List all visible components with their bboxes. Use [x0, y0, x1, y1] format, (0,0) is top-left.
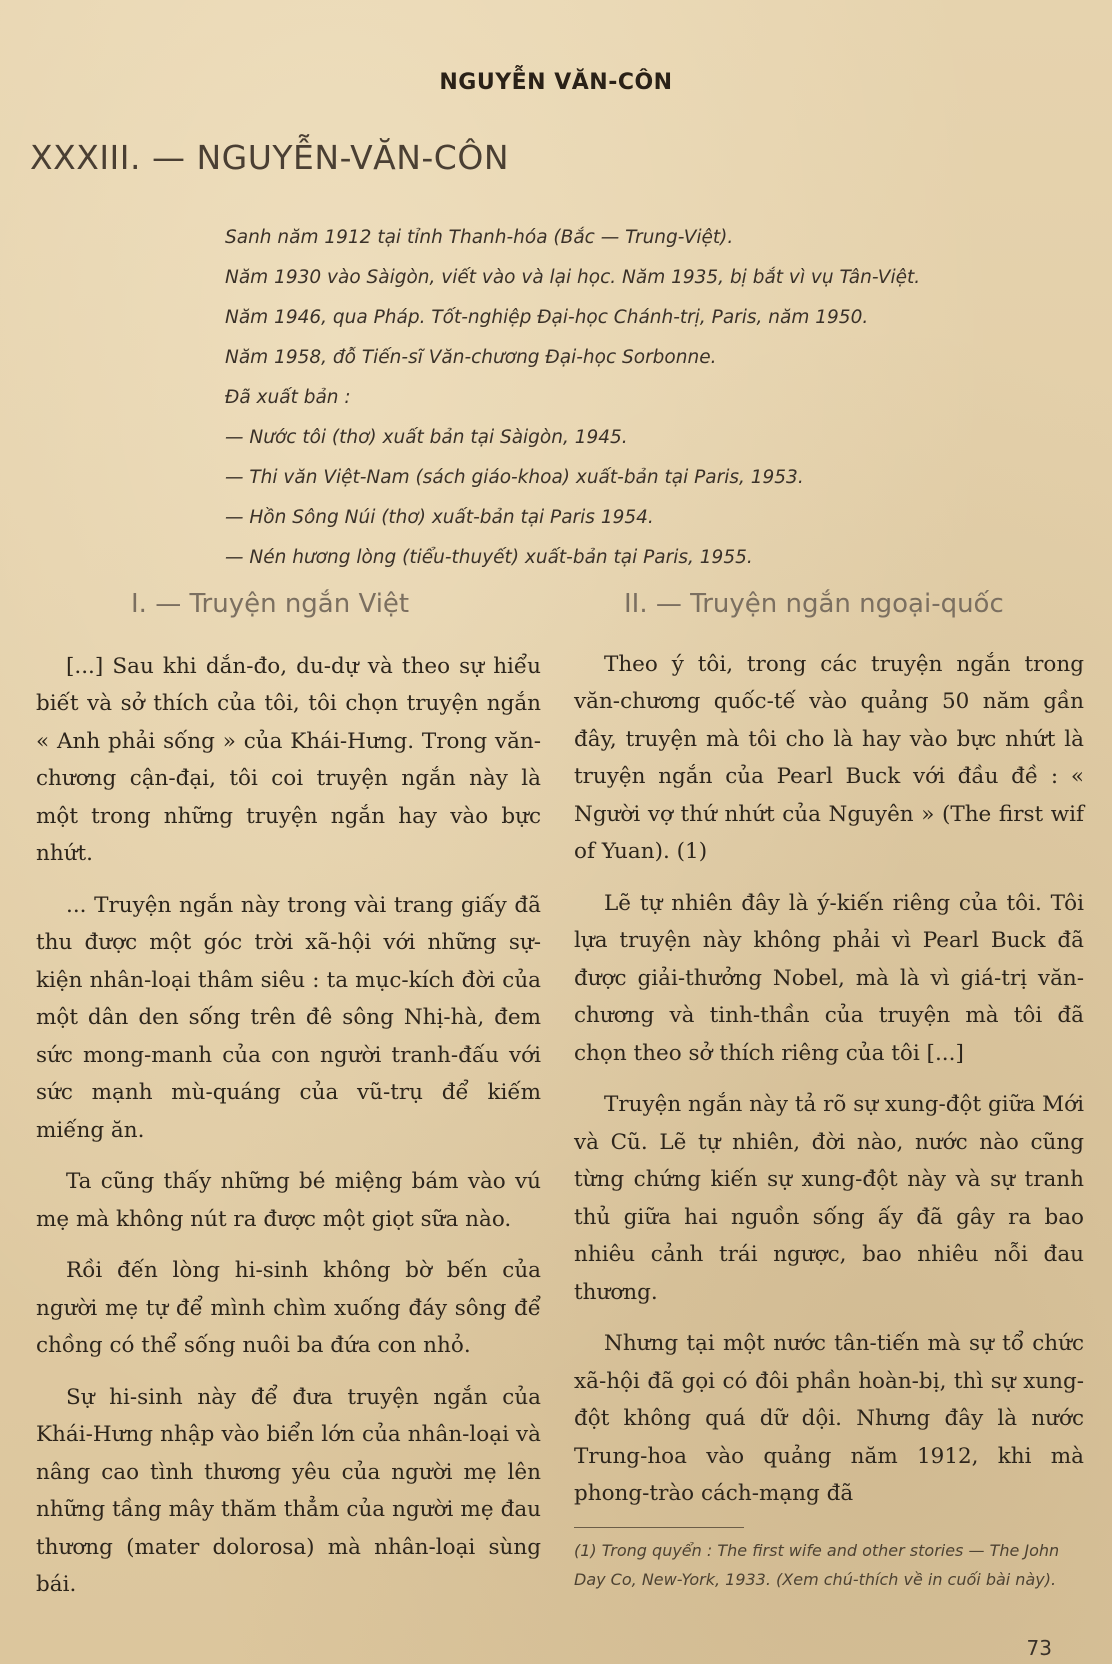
publication-item: — Hồn Sông Núi (thơ) xuất-bản tại Paris 1954. [225, 507, 654, 528]
paragraph: [...] Sau khi dắn-đo, du-dự và theo sự hiểu biết và sở thích của tôi, tôi chọn truyện ngắn « Anh phải sống » của Khái-Hưng. Trong văn-chương cận-đại, tôi coi truyện ngắn này là một trong những truyện ngắn hay vào bực nhứt. [36, 653, 541, 866]
page-number: 73 [1026, 1636, 1052, 1660]
publication-item: — Nước tôi (thơ) xuất bản tại Sàigòn, 1945. [225, 427, 628, 448]
paragraph: Sự hi-sinh này để đưa truyện ngắn của Khái-Hưng nhập vào biển lớn của nhân-loại và nâng cao tình thương yêu của người mẹ lên những tầng mây thăm thẳm của người mẹ đau thương (mater dolorosa) mà nhân-loại sùng bái. [36, 1384, 541, 1597]
footnote-divider [574, 1527, 744, 1528]
bio-line: Sanh năm 1912 tại tỉnh Thanh-hóa (Bắc — Trung-Việt). [225, 227, 734, 248]
section-heading: II. — Truyện ngắn ngoại-quốc [624, 589, 1004, 619]
author-bio [225, 218, 1085, 578]
publication-item: — Thi văn Việt-Nam (sách giáo-khoa) xuất-bản tại Paris, 1953. [225, 467, 804, 488]
running-head: NGUYỄN VĂN-CÔN [439, 70, 673, 95]
paragraph: Lẽ tự nhiên đây là ý-kiến riêng của tôi. Tôi lựa truyện này không phải vì Pearl Buck đã được giải-thưởng Nobel, mà là vì giá-trị văn-chương và tinh-thần của truyện mà tôi đã chọn theo sở thích riêng của tôi [...] [574, 890, 1084, 1066]
chapter-title: XXXIII. — NGUYỄN-VĂN-CÔN [30, 138, 510, 177]
right-column [574, 586, 1084, 1594]
section-heading: I. — Truyện ngắn Việt [131, 589, 410, 619]
paragraph: Theo ý tôi, trong các truyện ngắn trong văn-chương quốc-tế vào quảng 50 năm gần đây, truyện mà tôi cho là hay vào bực nhứt là truyện ngắn của Pearl Buck với đầu đề : « Người vợ thứ nhứt của Nguyên » (The first wif of Yuan). (1) [574, 651, 1084, 864]
publication-item: — Nén hương lòng (tiểu-thuyết) xuất-bản tại Paris, 1955. [225, 547, 753, 568]
paragraph: Ta cũng thấy những bé miệng bám vào vú mẹ mà không nút ra được một giọt sữa nào. [36, 1169, 541, 1232]
paragraph: ... Truyện ngắn này trong vài trang giấy đã thu được một góc trời xã-hội với những sự-kiện nhân-loại thâm siêu : ta mục-kích đời của một dân den sống trên đê sông Nhị-hà, đem sức mong-manh của con người tranh-đấu với sức mạnh mù-quáng của vũ-trụ để kiếm miếng ăn. [36, 892, 541, 1143]
paragraph: Rồi đến lòng hi-sinh không bờ bến của người mẹ tự để mình chìm xuống đáy sông để chồng có thể sống nuôi ba đứa con nhỏ. [36, 1258, 541, 1358]
bio-line: Năm 1930 vào Sàigòn, viết vào và lại học. Năm 1935, bị bắt vì vụ Tân-Việt. [225, 267, 921, 288]
left-column [36, 586, 541, 1618]
paragraph: Truyện ngắn này tả rõ sự xung-đột giữa Mới và Cũ. Lẽ tự nhiên, đời nào, nước nào cũng từng chứng kiến sự xung-đột này và sự tranh thủ giữa hai nguồn sống ấy đã gây ra bao nhiêu cảnh trái ngược, bao nhiêu nỗi đau thương. [574, 1092, 1084, 1305]
footnote: (1) Trong quyển : The first wife and other stories — The John Day Co, New-York, 1933. (Xem chú-thích về in cuối bài này). [574, 1540, 1060, 1589]
paragraph: Nhưng tại một nước tân-tiến mà sự tổ chức xã-hội đã gọi có đôi phần hoàn-bị, thì sự xung-đột không quá dữ dội. Nhưng đây là nước Trung-hoa vào quảng năm 1912, khi mà phong-trào cách-mạng đã [574, 1331, 1084, 1506]
bio-line: Đã xuất bản : [225, 387, 351, 408]
bio-line: Năm 1958, đỗ Tiến-sĩ Văn-chương Đại-học Sorbonne. [225, 347, 717, 368]
bio-line: Năm 1946, qua Pháp. Tốt-nghiệp Đại-học Chánh-trị, Paris, năm 1950. [225, 307, 869, 328]
